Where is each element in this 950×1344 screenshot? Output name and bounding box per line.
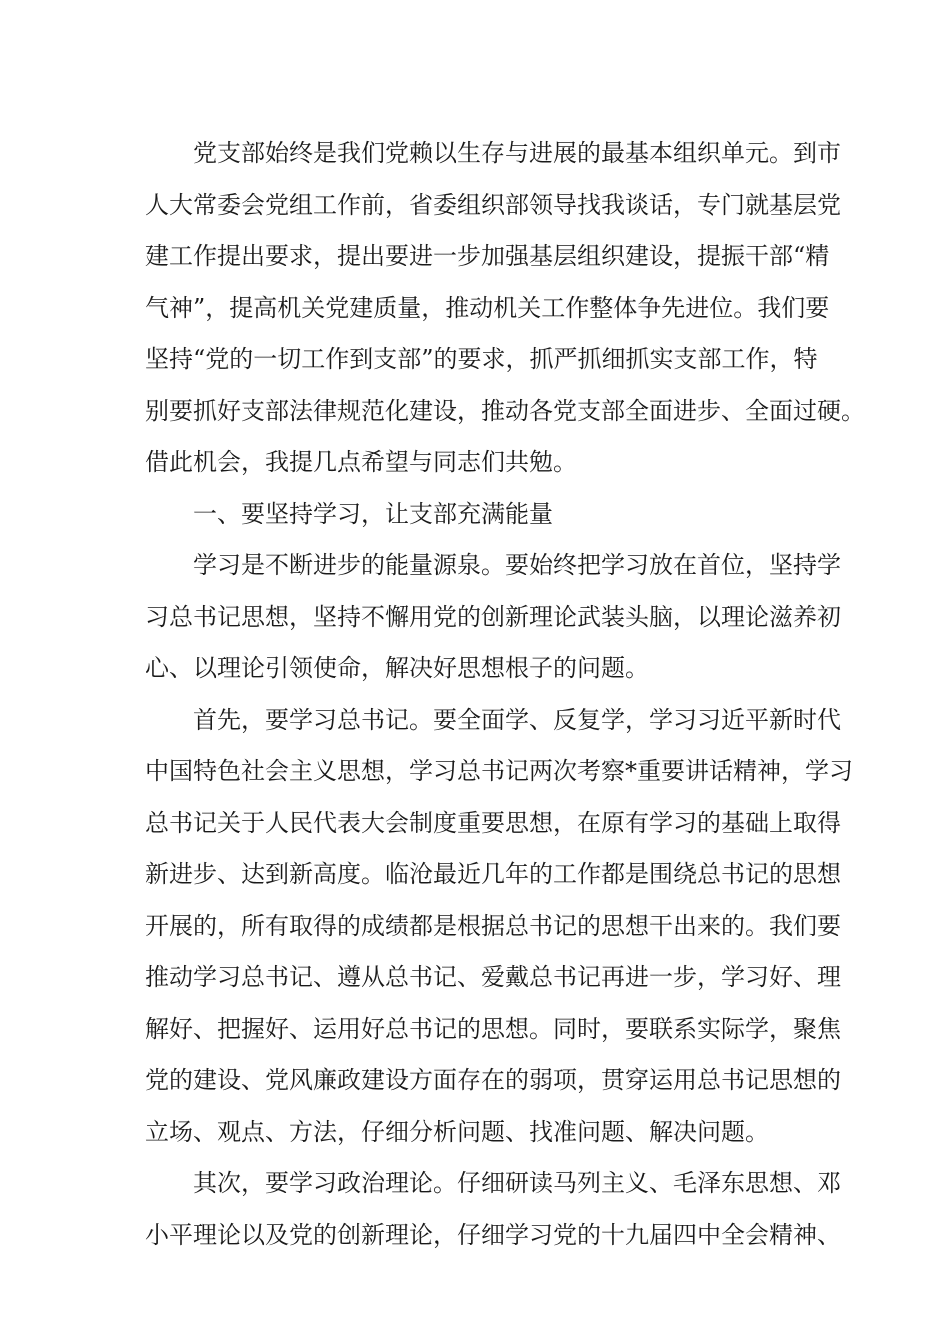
body-text-line: 解好、把握好、运用好总书记的思想。同时，要联系实际学，聚焦 [145, 1014, 841, 1043]
body-text-line: 党支部始终是我们党赖以生存与进展的最基本组织单元。到市 [193, 139, 841, 167]
document-body [145, 128, 865, 1261]
body-text-line: 开展的，所有取得的成绩都是根据总书记的思想干出来的。我们要 [145, 911, 841, 940]
body-text-line: 推动学习总书记、遵从总书记、爱戴总书记再进一步，学习好、理 [145, 963, 841, 991]
body-text-line: 中国特色社会主义思想，学习总书记两次考察*重要讲话精神，学习 [145, 757, 853, 785]
body-text-line: 立场、观点、方法，仔细分析问题、找准问题、解决问题。 [145, 1117, 769, 1146]
body-text-line: 建工作提出要求，提出要进一步加强基层组织建设，提振干部“精 [145, 242, 830, 270]
body-text-line: 气神”，提高机关党建质量，推动机关工作整体争先进位。我们要 [145, 293, 830, 322]
body-text-line: 小平理论以及党的创新理论，仔细学习党的十九届四中全会精神、 [145, 1220, 841, 1249]
body-text-line: 总书记关于人民代表大会制度重要思想，在原有学习的基础上取得 [145, 808, 841, 837]
body-text-line: 新进步、达到新高度。临沧最近几年的工作都是围绕总书记的思想 [145, 860, 841, 888]
body-text-line: 首先，要学习总书记。要全面学、反复学，学习习近平新时代 [193, 705, 841, 734]
body-text-line: 习总书记思想，坚持不懈用党的创新理论武装头脑，以理论滋养初 [145, 602, 841, 631]
body-text-line: 其次，要学习政治理论。仔细研读马列主义、毛泽东思想、邓 [193, 1169, 841, 1197]
body-text-line: 心、以理论引领使命，解决好思想根子的问题。 [145, 654, 649, 682]
body-text-line: 借此机会，我提几点希望与同志们共勉。 [145, 448, 577, 476]
body-text-line: 党的建设、党风廉政建设方面存在的弱项，贯穿运用总书记思想的 [145, 1066, 841, 1094]
body-text-line: 一、要坚持学习，让支部充满能量 [193, 499, 553, 528]
body-text-line: 学习是不断进步的能量源泉。要始终把学习放在首位，坚持学 [193, 551, 841, 579]
body-text-line: 别要抓好支部法律规范化建设，推动各党支部全面进步、全面过硬。 [145, 396, 865, 425]
body-text-line: 人大常委会党组工作前，省委组织部领导找我谈话，专门就基层党 [145, 190, 841, 219]
body-text-line: 坚持“党的一切工作到支部”的要求，抓严抓细抓实支部工作，特 [145, 345, 818, 373]
